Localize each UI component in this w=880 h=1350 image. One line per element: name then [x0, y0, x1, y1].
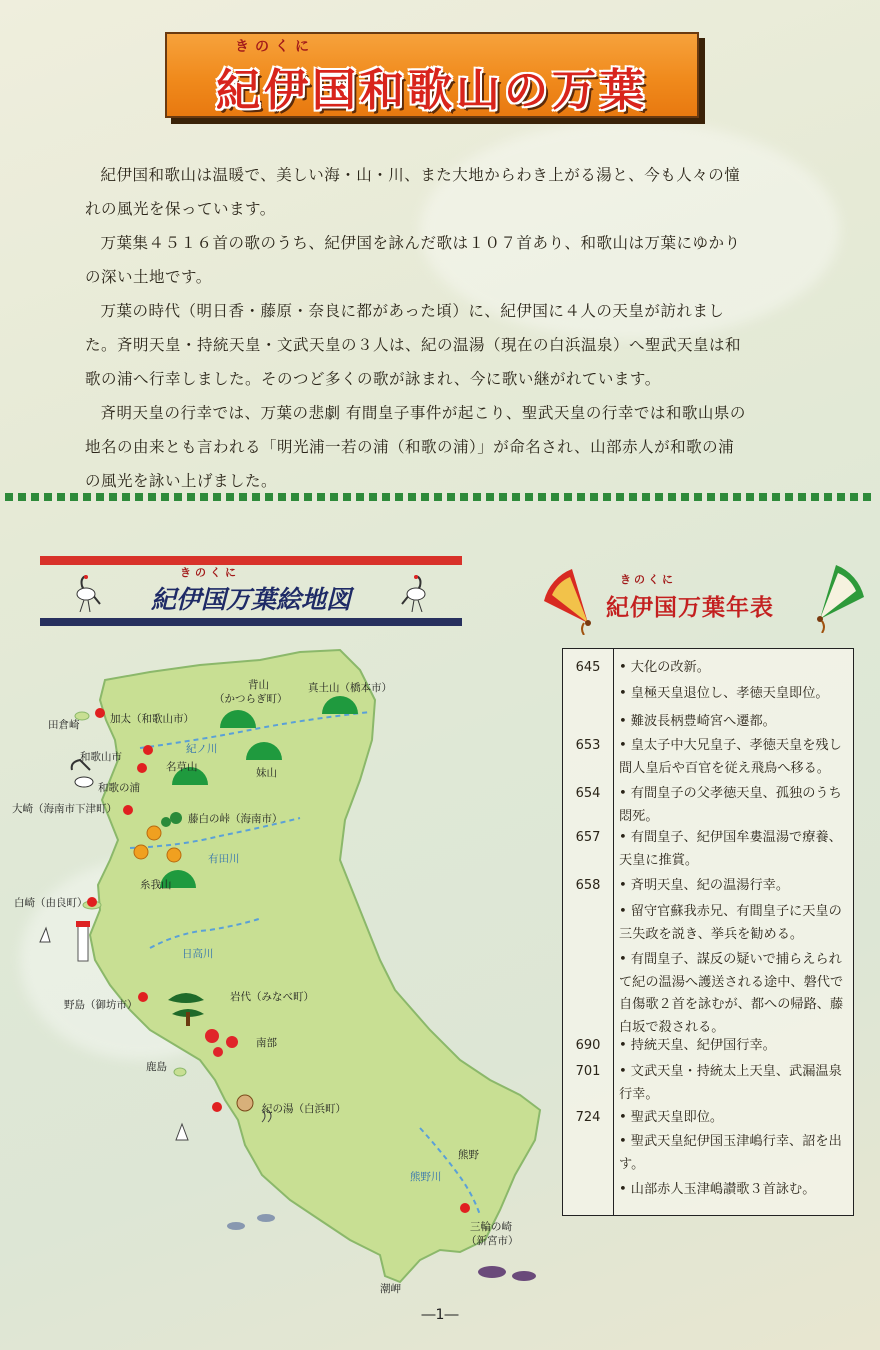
label-osaki: 大崎（海南市下津町） [12, 803, 117, 815]
timeline-year: 653 [575, 738, 601, 753]
site-dot [123, 805, 133, 815]
map-title-ruby: きのくに [180, 566, 240, 579]
timeline-text: • 有間皇子、謀反の疑いで捕らえられて紀の温湯へ護送される途中、磐代で自傷歌２首を詠むが、都への帰路、藤白坂で殺される。 [619, 949, 849, 1039]
map-header [40, 556, 462, 626]
tree-icon [161, 817, 171, 827]
nenpyo-title: 紀伊国万葉年表 [606, 595, 774, 621]
map-landmass [90, 650, 540, 1282]
site-dot [460, 1203, 470, 1213]
year-column [563, 649, 614, 1215]
page-number: ―1― [421, 1307, 459, 1323]
label-noshima: 野島（御坊市） [64, 999, 138, 1011]
pine-trunk [186, 1012, 190, 1026]
nenpyo-title-ruby: きのくに [620, 573, 676, 586]
orange-icon [134, 845, 148, 859]
label-hidakagawa: 日高川 [182, 948, 214, 960]
header-bar-navy [40, 618, 462, 626]
flower-icon [213, 1047, 223, 1057]
label-kumano: 熊野 [458, 1149, 479, 1161]
flower-icon [205, 1029, 219, 1043]
title-banner [165, 32, 699, 118]
site-dot [87, 897, 97, 907]
label-seyama: 背山 [248, 679, 269, 691]
intro-text [85, 158, 750, 498]
fan-icon [538, 565, 604, 635]
timeline-text: • 有間皇子、紀伊国牟婁温湯で療養、天皇に推賞。 [619, 827, 849, 872]
label-miwanosaki: 三輪の崎 [470, 1221, 512, 1233]
timeline-year: 724 [575, 1110, 601, 1125]
site-dot [95, 708, 105, 718]
timeline-year: 654 [575, 786, 601, 801]
timeline-text: • 文武天皇・持統太上天皇、武漏温泉行幸。 [619, 1061, 849, 1106]
crane-body [75, 777, 93, 787]
fan-icon [808, 563, 868, 633]
intro-paragraph: 斉明天皇の行幸では、万葉の悲劇 有間皇子事件が起こり、聖武天皇の行幸では和歌山県の地名の由来とも言われる「明光浦一若の浦（和歌の浦）」が命名され、山部赤人が和歌の浦の風光を詠い上げました。 [85, 404, 746, 490]
label-fujishiro: 藤白の峠（海南市） [188, 813, 283, 825]
lighthouse-top [76, 921, 90, 927]
timeline-year: 701 [575, 1064, 601, 1079]
fish-icon [227, 1222, 245, 1230]
label-kinoyu: 紀の湯（白浜町） [262, 1103, 346, 1115]
timeline-text: • 持統天皇、紀伊国行幸。 [619, 1035, 849, 1058]
header-bar-red [40, 556, 462, 565]
page-title: 紀伊国和歌山の万葉 [216, 65, 648, 116]
timeline-text: • 難波長柄豊崎宮へ遷都。 [619, 711, 849, 734]
orange-icon [167, 848, 181, 862]
whale-icon [512, 1271, 536, 1281]
sailboat-icon [40, 928, 50, 942]
intro-paragraph: 紀伊国和歌山は温暖で、美しい海・山・川、また大地からわき上がる湯と、今も人々の憧れの風光を保っています。 [85, 166, 741, 218]
label-tagurasaki: 田倉崎 [48, 719, 80, 731]
label-aridagawa: 有田川 [208, 853, 240, 865]
label-shionomisaki: 潮岬 [380, 1283, 401, 1295]
map-island [174, 1068, 186, 1076]
timeline-text: • 留守官蘇我赤兄、有間皇子に天皇の三失政を説き、挙兵を勧める。 [619, 901, 849, 946]
intro-paragraph: 万葉の時代（明日香・藤原・奈良に都があった頃）に、紀伊国に４人の天皇が訪れました。斉明天皇・持統天皇・文武天皇の３人は、紀の温湯（現在の白浜温泉）へ聖武天皇は和歌の浦へ行幸しました。そのつど多くの歌が詠まれ、今に歌い継がれています。 [85, 302, 742, 388]
bather-icon [237, 1095, 253, 1111]
label-shirosaki: 白崎（由良町） [14, 897, 88, 909]
label-itogayama: 糸我山 [140, 879, 172, 891]
label-kada: 加太（和歌山市） [110, 713, 194, 725]
site-dot [143, 745, 153, 755]
label-imoyama: 妹山 [256, 767, 277, 779]
timeline-year: 645 [575, 660, 601, 675]
site-dot [212, 1102, 222, 1112]
timeline-text: • 皇極天皇退位し、孝徳天皇即位。 [619, 683, 849, 706]
whale-icon [478, 1266, 506, 1278]
site-dot [138, 992, 148, 1002]
dashed-separator [5, 493, 875, 501]
timeline-text: • 聖武天皇即位。 [619, 1107, 849, 1130]
timeline-text: • 聖武天皇紀伊国玉津嶋行幸、詔を出す。 [619, 1131, 849, 1176]
label-katsuragi: （かつらぎ町） [214, 693, 288, 705]
timeline-text: • 山部赤人玉津嶋讃歌３首詠む。 [619, 1179, 849, 1202]
timeline-text: • 斉明天皇、紀の温湯行幸。 [619, 875, 849, 898]
timeline-text: • 有間皇子の父孝徳天皇、孤独のうち悶死。 [619, 783, 849, 828]
tree-icon [170, 812, 182, 824]
label-kashima: 鹿島 [146, 1061, 167, 1073]
nenpyo-header [538, 563, 868, 638]
label-kumanogawa: 熊野川 [410, 1171, 442, 1183]
lighthouse-icon [78, 925, 88, 961]
kii-map [0, 640, 560, 1300]
label-wakanoura: 和歌の浦 [98, 782, 140, 794]
timeline-year: 657 [575, 830, 601, 845]
label-wakayamashi: 和歌山市 [80, 751, 122, 763]
flower-icon [226, 1036, 238, 1048]
timeline-year: 690 [575, 1038, 601, 1053]
timeline-text: • 皇太子中大兄皇子、孝徳天皇を残し間人皇后や百官を従え飛鳥へ移る。 [619, 735, 849, 780]
title-ruby: きのくに [235, 39, 315, 55]
label-iwashiro: 岩代（みなべ町） [230, 991, 314, 1003]
fish-icon [257, 1214, 275, 1222]
intro-paragraph: 万葉集４５１６首の歌のうち、紀伊国を詠んだ歌は１０７首あり、和歌山は万葉にゆかりの深い土地です。 [85, 234, 741, 286]
timeline-text: • 大化の改新。 [619, 657, 849, 680]
timeline-year: 658 [575, 878, 601, 893]
timeline-table [562, 648, 854, 1216]
sailboat-icon [176, 1124, 188, 1140]
label-nagusayama: 名草山 [166, 761, 198, 773]
label-minabe: 南部 [256, 1037, 277, 1049]
label-shingu: （新宮市） [466, 1235, 519, 1247]
site-dot [137, 763, 147, 773]
label-matsuchiyama: 真土山（橋本市） [308, 682, 392, 694]
label-kinokawa: 紀ノ川 [186, 743, 218, 755]
map-title: 紀伊国万葉絵地図 [150, 585, 351, 614]
orange-icon [147, 826, 161, 840]
